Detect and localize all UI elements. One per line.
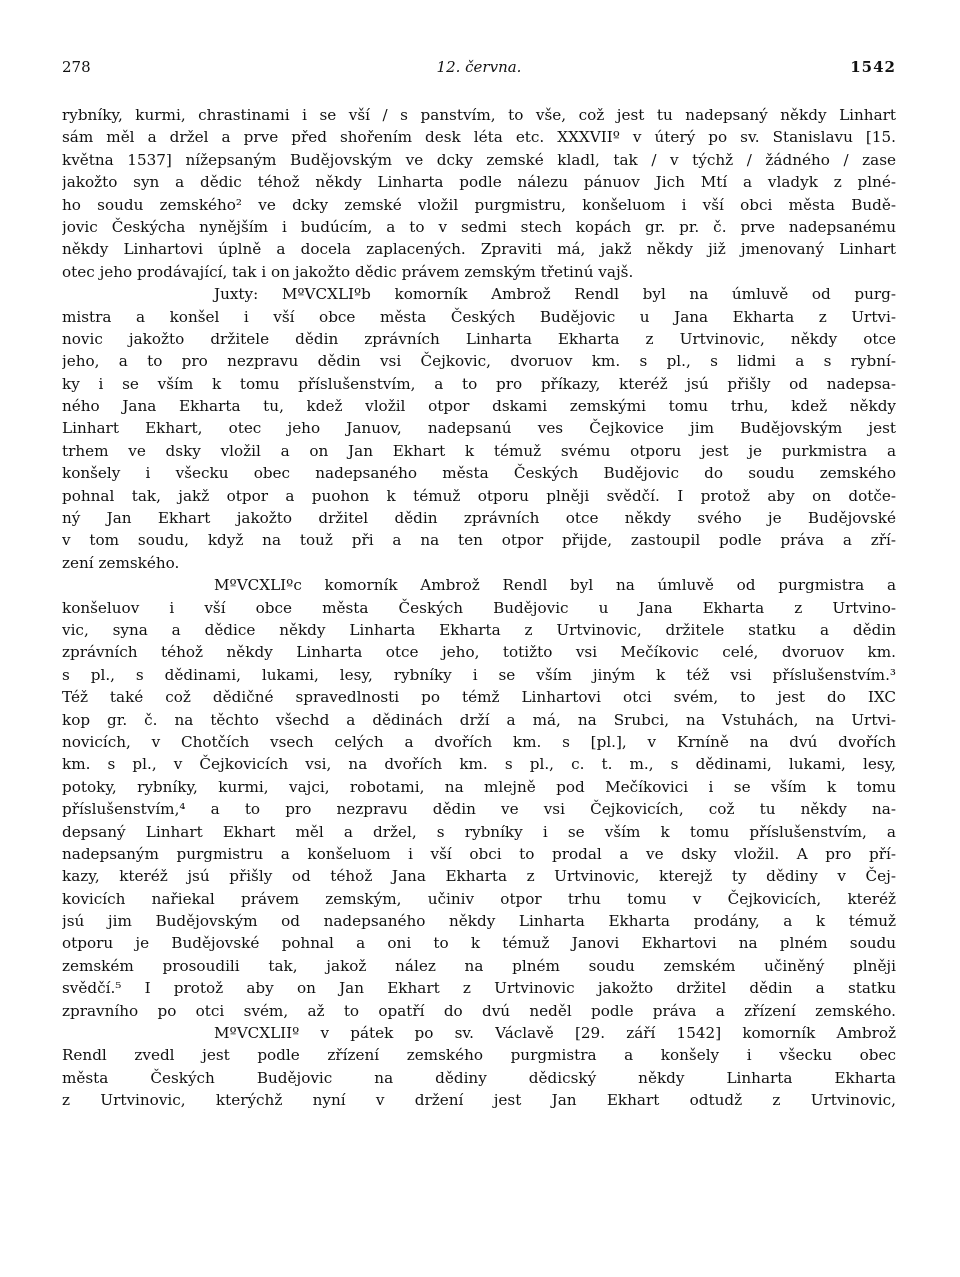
text-line: konšely i všecku obec nadepsaného města Českých Budějovic do soudu zemského — [62, 464, 896, 483]
text-line: ky i se vším k tomu příslušenstvím, a to pro příkazy, kteréž jsú přišly od nadepsa- — [62, 374, 896, 393]
text-line: jeho, a to pro nezpravu dědin vsi Čejkovic, dvoruov km. s pl., s lidmi a s rybní- — [62, 352, 896, 371]
text-line: někdy Linhartovi úplně a docela zaplacených. Zpraviti má, jakž někdy již jmenovaný Linhart — [62, 240, 896, 259]
text-line: města Českých Budějovic na dědiny dědicský někdy Linharta Ekharta — [62, 1068, 896, 1087]
paragraph-start-line: MºVCXLIIº v pátek po sv. Václavě [29. září 1542] komorník Ambrož — [214, 1024, 896, 1043]
text-line: otporu je Budějovské pohnal a oni to k témuž Janovi Ekhartovi na plném soudu — [62, 934, 896, 953]
paragraph-start-line: Juxty: MºVCXLIºb komorník Ambrož Rendl byl na úmluvě od purg- — [214, 285, 896, 304]
text-line: sám měl a držel a prve před shořením desk léta etc. XXXVIIº v úterý po sv. Stanislavu [15. — [62, 128, 896, 147]
text-line: ný Jan Ekhart jakožto držitel dědin zprávních otce někdy svého je Budějovské — [62, 509, 896, 528]
text-line: potoky, rybníky, kurmi, vajci, robotami, na mlejně pod Mečíkovici i se vším k tomu — [62, 777, 896, 796]
text-line: z Urtvinovic, kterýchž nyní v držení jest Jan Ekhart odtudž z Urtvinovic, — [62, 1091, 896, 1110]
text-line: novic jakožto držitele dědin zprávních Linharta Ekharta z Urtvinovic, někdy otce — [62, 329, 896, 348]
text-line: jovic Českýcha nynějším i budúcím, a to v sedmi stech kopách gr. pr. č. prve nadepsanému — [62, 217, 896, 236]
text-line: v tom soudu, když na touž při a na ten otpor přijde, zastoupil podle práva a zří- — [62, 531, 896, 550]
text-line: nadepsaným purgmistru a konšeluom i vší obci to prodal a ve dsky vložil. A pro pří- — [62, 844, 896, 863]
text-line: zpravního po otci svém, až to opatří do dvú neděl podle práva a zřízení zemského. — [62, 1001, 896, 1020]
text-line: km. s pl., v Čejkovicích vsi, na dvořích km. s pl., c. t. m., s dědinami, lukami, lesy, — [62, 755, 896, 774]
running-year: 1542 — [850, 58, 896, 76]
text-line: otec jeho prodávající, tak i on jakožto dědic právem zemským třetinú vajš. — [62, 262, 634, 281]
text-line: Rendl zvedl jest podle zřízení zemského purgmistra a konšely i všecku obec — [62, 1046, 896, 1065]
document-page — [62, 58, 896, 1112]
paragraph-start-line: MºVCXLIºc komorník Ambrož Rendl byl na úmluvě od purgmistra a — [214, 576, 896, 595]
text-line: svědčí.⁵ I protož aby on Jan Ekhart z Urtvinovic jakožto držitel dědin a statku — [62, 979, 896, 998]
text-line: Linhart Ekhart, otec jeho Januov, nadepsanú ves Čejkovice jim Budějovským jest — [62, 419, 896, 438]
body-text — [62, 104, 896, 1112]
text-line: zprávních téhož někdy Linharta otce jeho, totižto vsi Mečíkovic celé, dvoruov km. — [62, 643, 896, 662]
text-line: příslušenstvím,⁴ a to pro nezpravu dědin ve vsi Čejkovicích, což tu někdy na- — [62, 800, 896, 819]
text-line: zení zemského. — [62, 553, 180, 572]
text-line: s pl., s dědinami, lukami, lesy, rybníky i se vším jiným k též vsi příslušenstvím.³ — [62, 665, 896, 684]
text-line: jakožto syn a dědic téhož někdy Linharta podle nálezu pánuov Jich Mtí a vladyk z plné- — [62, 173, 896, 192]
text-line: Též také což dědičné spravedlnosti po témž Linhartovi otci svém, to jest do IXC — [62, 688, 896, 707]
text-line: novicích, v Chotčích vsech celých a dvořích km. s [pl.], v Krníně na dvú dvořích — [62, 732, 896, 751]
text-line: ného Jana Ekharta tu, kdež vložil otpor dskami zemskými tomu trhu, kdež někdy — [62, 397, 896, 416]
text-line: konšeluov i vší obce města Českých Budějovic u Jana Ekharta z Urtvino- — [62, 598, 896, 617]
text-line: kovicích nařiekal právem zemským, učiniv otpor trhu tomu v Čejkovicích, kteréž — [62, 889, 896, 908]
text-line: kazy, kteréž jsú přišly od téhož Jana Ekharta z Urtvinovic, kterejž ty dědiny v Čej- — [62, 867, 896, 886]
text-line: rybníky, kurmi, chrastinami i se vší / s panstvím, to vše, což jest tu nadepsaný někdy Linhart — [62, 106, 896, 124]
text-line: pohnal tak, jakž otpor a puohon k témuž otporu plněji svědčí. I protož aby on dotče- — [62, 486, 896, 505]
running-title-date: 12. června. — [436, 58, 522, 76]
text-line: jsú jim Budějovským od nadepsaného někdy Linharta Ekharta prodány, a k témuž — [62, 912, 896, 931]
text-line: vic, syna a dědice někdy Linharta Ekharta z Urtvinovic, držitele statku a dědin — [62, 620, 896, 639]
page-header — [62, 58, 896, 88]
text-line: kop gr. č. na těchto všechd a dědinách drží a má, na Srubci, na Vstuhách, na Urtvi- — [62, 710, 896, 729]
text-line: depsaný Linhart Ekhart měl a držel, s rybníky i se vším k tomu příslušenstvím, a — [62, 822, 896, 841]
text-line: ho soudu zemského² ve dcky zemské vložil purgmistru, konšeluom i vší obci města Budě- — [62, 195, 896, 214]
text-line: zemském prosoudili tak, jakož nález na plném soudu zemském učiněný plněji — [62, 956, 896, 975]
page-number: 278 — [62, 58, 91, 76]
text-line: trhem ve dsky vložil a on Jan Ekhart k témuž svému otporu jest je purkmistra a — [62, 441, 896, 460]
text-line: mistra a konšel i vší obce města Českých Budějovic u Jana Ekharta z Urtvi- — [62, 307, 896, 326]
text-line: května 1537] nížepsaným Budějovským ve dcky zemské kladl, tak / v týchž / žádného / zase — [62, 150, 896, 169]
